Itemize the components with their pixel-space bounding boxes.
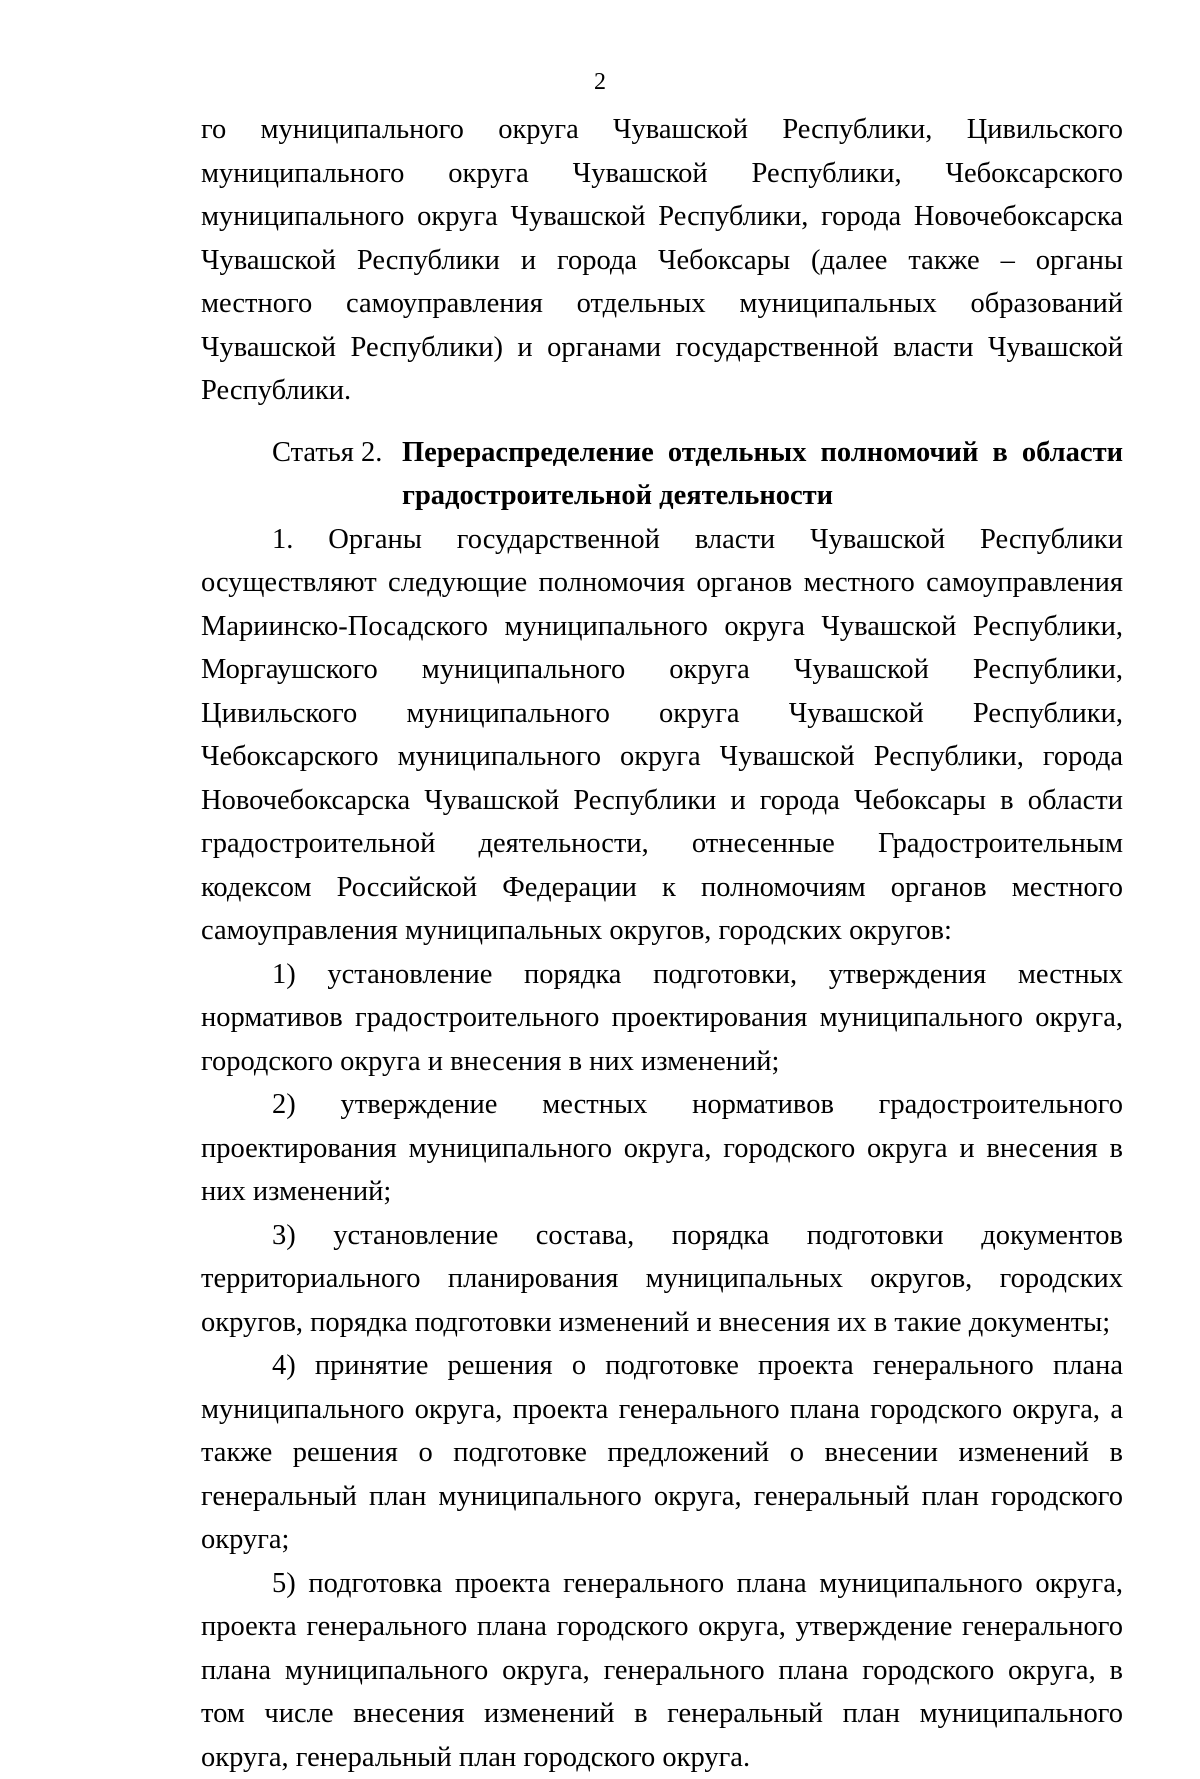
- article-heading: [201, 431, 1123, 518]
- page-number: 2: [0, 70, 1200, 94]
- list-item-2: 2) утверждение местных нормативов градостроительного проектирования муниципального округа, городского округа и внесения в них изменений;: [201, 1083, 1123, 1214]
- list-item-4: 4) принятие решения о подготовке проекта генерального плана муниципального округа, проекта генерального плана городского округа, а также решения о подготовке предложений о внесении изменений в генеральный план муниципального округа, генеральный план городского округа;: [201, 1344, 1123, 1562]
- list-item-3: 3) установление состава, порядка подготовки документов территориального планирования муниципальных округов, городских округов, порядка подготовки изменений и внесения их в такие документы;: [201, 1214, 1123, 1345]
- intro-paragraph: го муниципального округа Чувашской Республики, Цивильского муниципального округа Чувашской Республики, Чебоксарского муниципального округа Чувашской Республики, города Новочебоксарска Чувашской Республики и города Чебоксары (далее также – органы местного самоуправления отдельных муниципальных образований Чувашской Республики) и органами государственной власти Чувашской Республики.: [201, 108, 1123, 413]
- article-label: Статья 2.: [272, 431, 382, 475]
- article-title: Перераспределение отдельных полномочий в области градостроительной деятельности: [402, 431, 1123, 518]
- paragraph-1: 1. Органы государственной власти Чувашской Республики осуществляют следующие полномочия органов местного самоуправления Мариинско-Посадского муниципального округа Чувашской Республики, Моргаушского муниципального округа Чувашской Республики, Цивильского муниципального округа Чувашской Республики, Чебоксарского муниципального округа Чувашской Республики, города Новочебоксарска Чувашской Республики и города Чебоксары в области градостроительной деятельности, отнесенные Градостроительным кодексом Российской Федерации к полномочиям органов местного самоуправления муниципальных округов, городских округов:: [201, 518, 1123, 953]
- document-body: [201, 108, 1123, 1779]
- list-item-5: 5) подготовка проекта генерального плана муниципального округа, проекта генерального плана городского округа, утверждение генерального плана муниципального округа, генерального плана городского округа, в том числе внесения изменений в генеральный план муниципального округа, генеральный план городского округа.: [201, 1562, 1123, 1779]
- list-item-1: 1) установление порядка подготовки, утверждения местных нормативов градостроительного проектирования муниципального округа, городского округа и внесения в них изменений;: [201, 953, 1123, 1084]
